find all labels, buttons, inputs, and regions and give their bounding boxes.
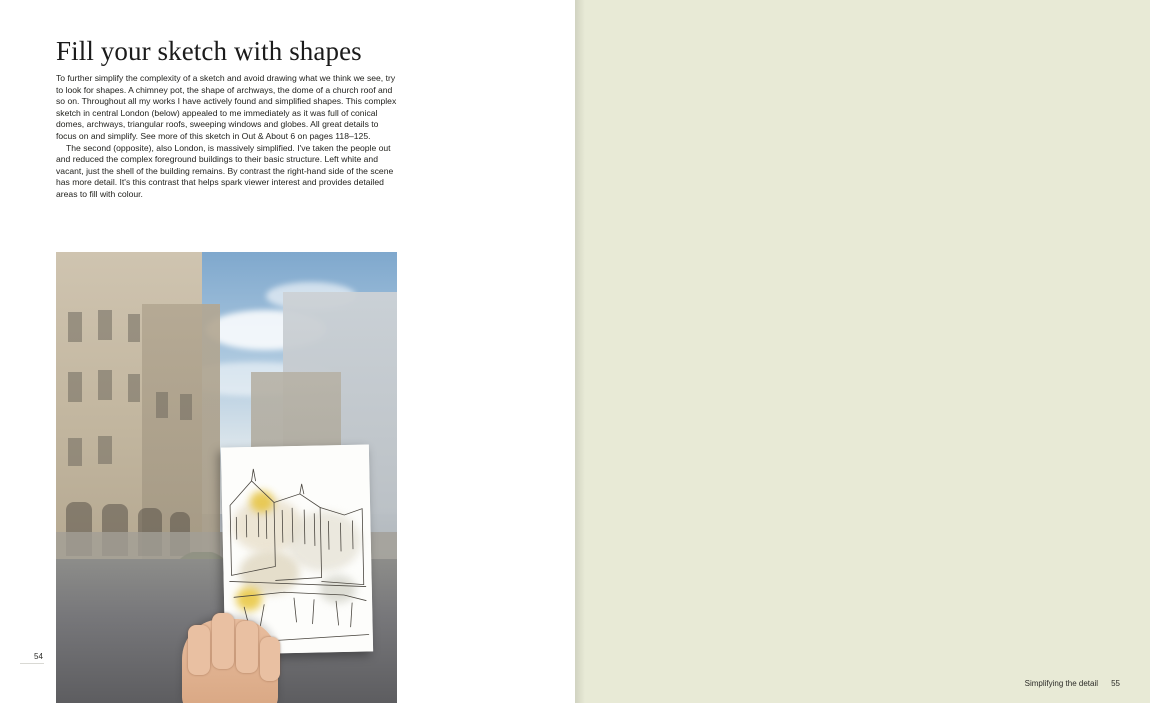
photo-window <box>98 370 112 400</box>
photo-window <box>68 372 82 402</box>
left-body-text <box>56 73 397 201</box>
left-paragraph-1: To further simplify the complexity of a sketch and avoid drawing what we think we see, try to look for shapes. A chimney pot, the shape of archways, the dome of a church roof and so on. Throughout all my works I have actively found and simplified shapes. This complex sketch in central London (below) appealed to me immediately as it was full of conical domes, archways, triangular roofs, sweeping windows and globes. All great details to focus on and simplify. See more of this sketch in Out & About 6 on pages 118–125. <box>56 73 397 141</box>
photo-finger <box>236 621 258 673</box>
left-paragraph-2: The second (opposite), also London, is massively simplified. I've taken the people out and reduced the complex foreground buildings to their basic structure. Left white and vacant, just the shell of the building remains. By contrast the right-hand side of the scene has more detail. It's this contrast that helps spark viewer interest and provides detailed areas to fill with colour. <box>56 142 394 199</box>
photo-window <box>68 312 82 342</box>
photo-window <box>128 314 140 342</box>
right-page <box>575 0 1150 703</box>
photo-window <box>180 394 192 420</box>
photo-finger <box>212 613 234 669</box>
photo-finger <box>260 637 280 681</box>
photo-window <box>98 310 112 340</box>
photo-window <box>128 374 140 402</box>
photo-hand-holding-sketch <box>56 252 397 703</box>
photo-window <box>156 392 168 418</box>
photo-window <box>98 436 112 464</box>
folio-rule-left <box>20 663 44 664</box>
page-number-right: 55 <box>1111 679 1120 688</box>
photo-window <box>68 438 82 466</box>
page-number-left: 54 <box>34 652 43 661</box>
page-title-left: Fill your sketch with shapes <box>56 36 362 66</box>
photo-finger <box>188 625 210 675</box>
running-foot: Simplifying the detail <box>1024 679 1098 688</box>
